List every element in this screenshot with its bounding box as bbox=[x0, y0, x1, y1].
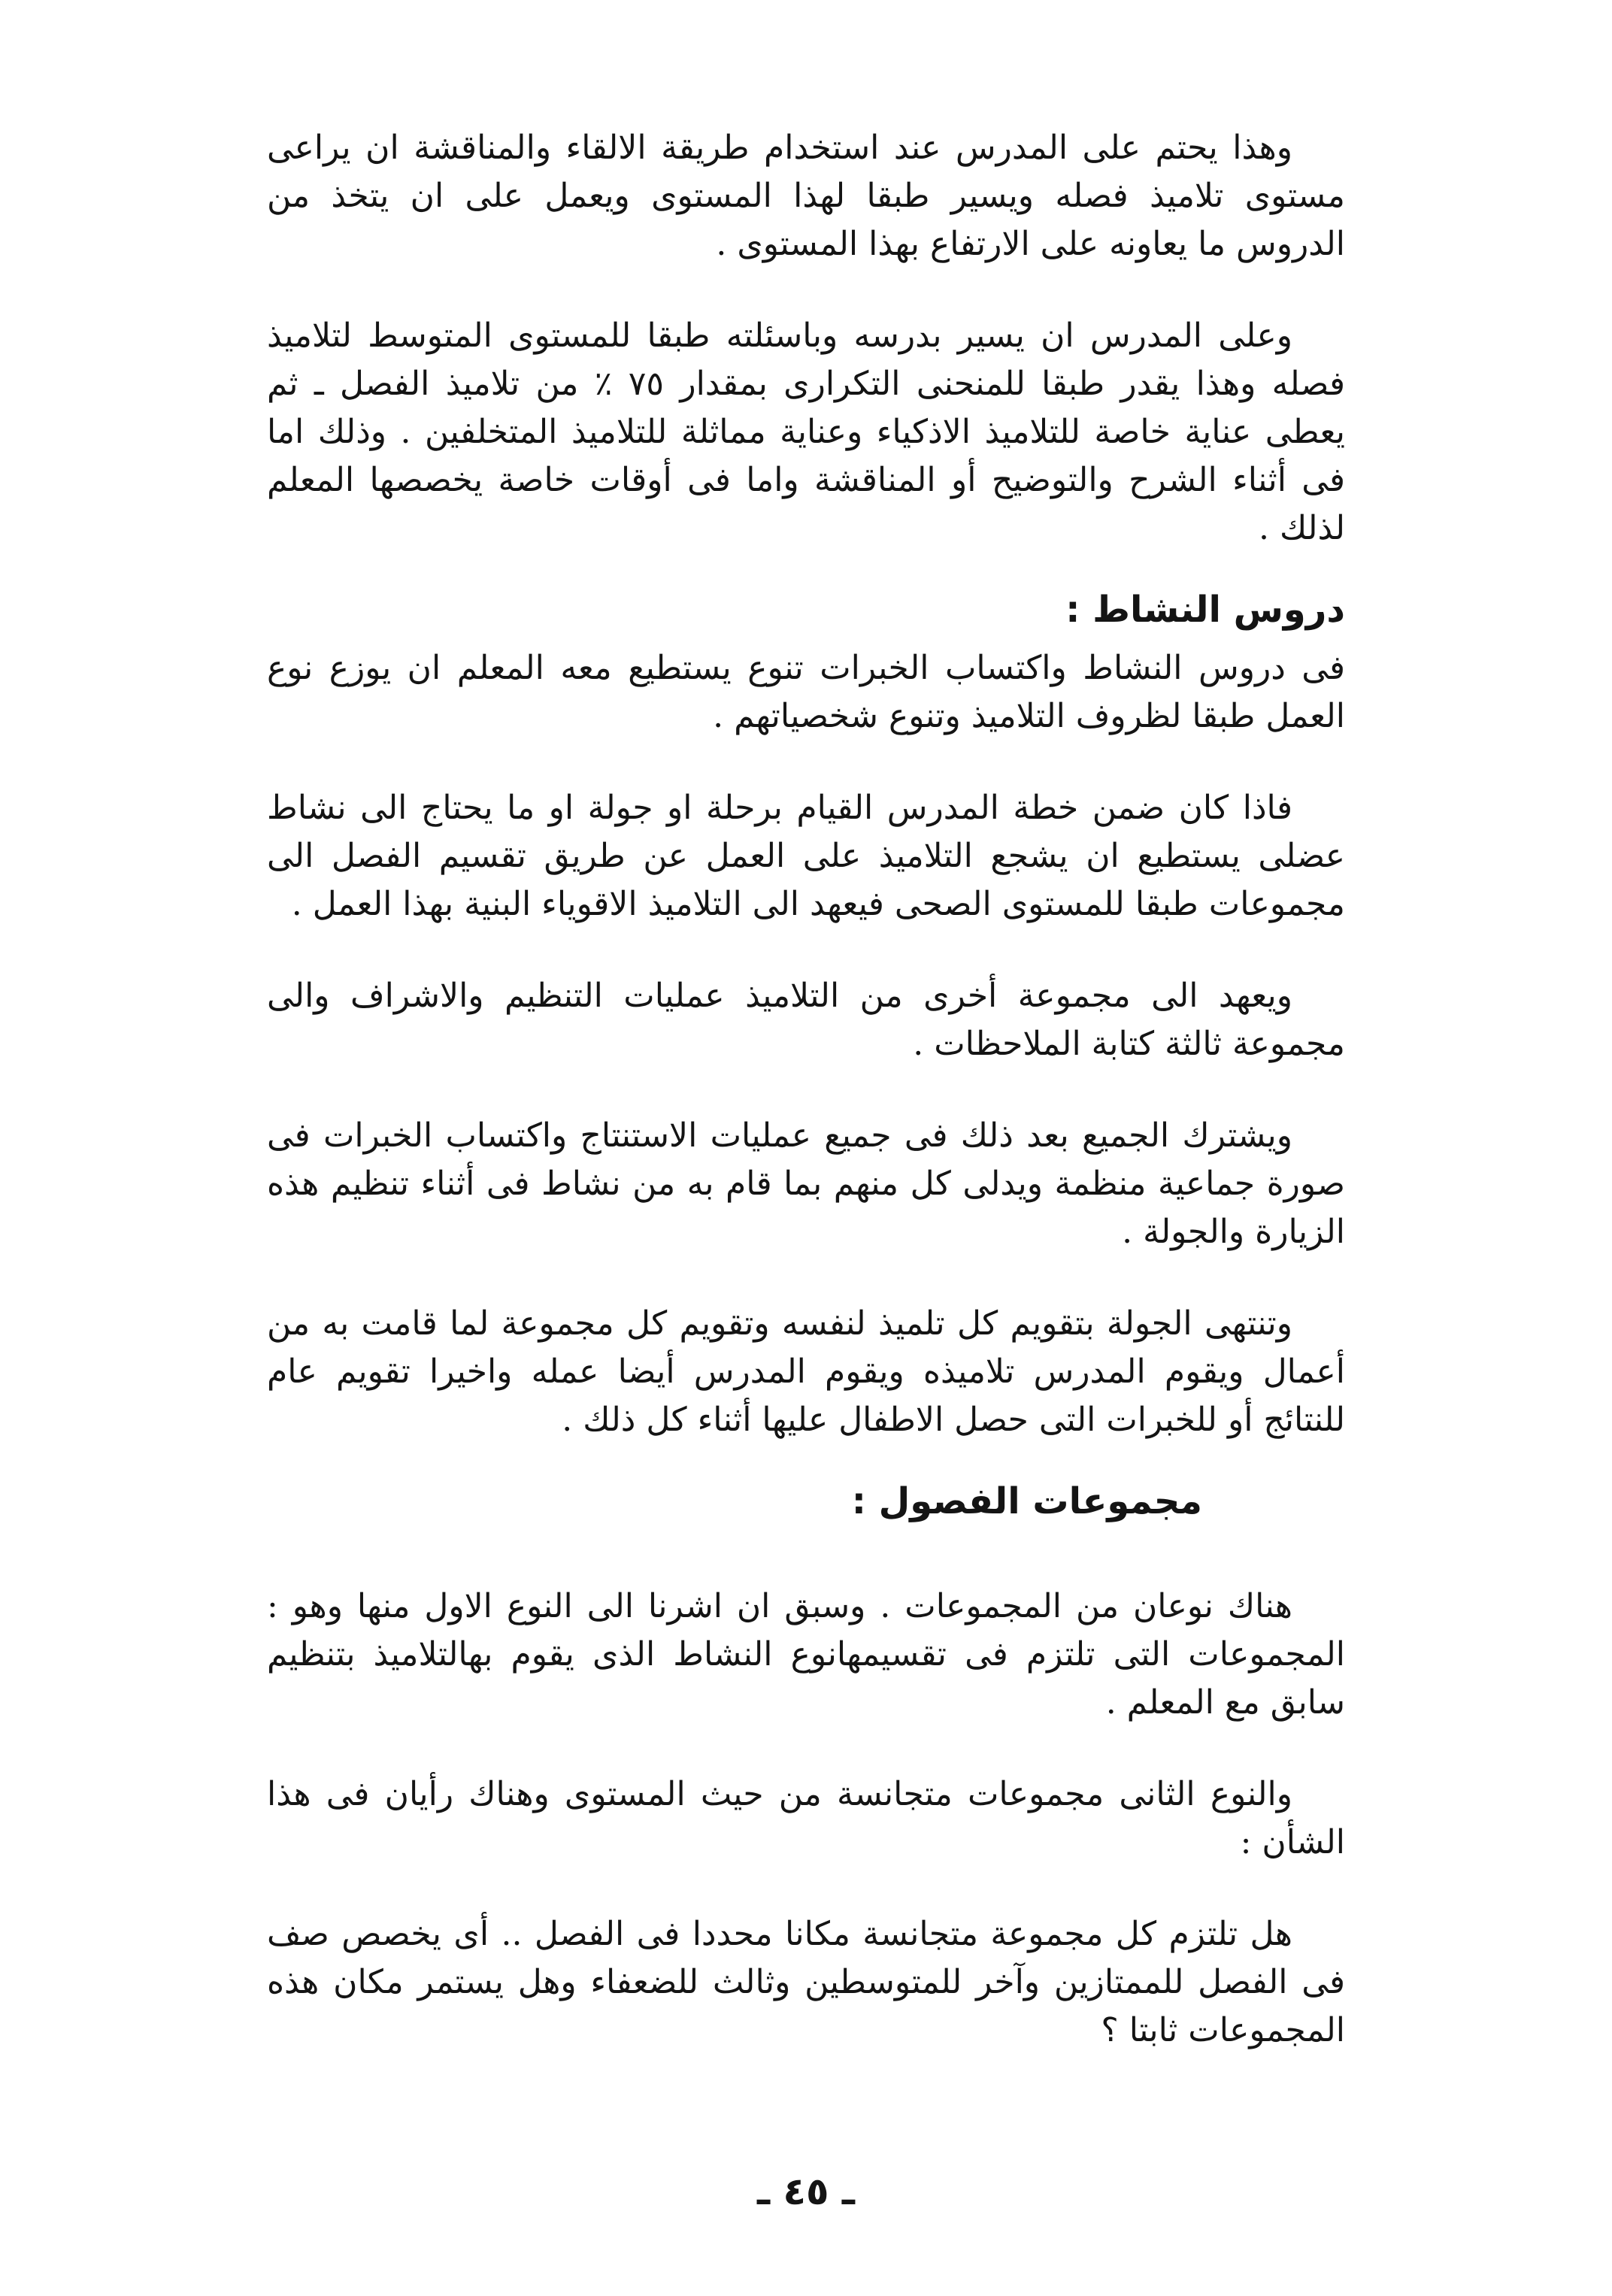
paragraph-8: هناك نوعان من المجموعات . وسبق ان اشرنا الى النوع الاول منها وهو : المجموعات التى تلتزم فى تقسيمهانوع النشاط الذى يقوم بهالتلاميذ بتنظيم سابق مع المعلم . bbox=[267, 1587, 1345, 1722]
paragraph-3: فى دروس النشاط واكتساب الخبرات تنوع يستطيع معه المعلم ان يوزع نوع العمل طبقا لظروف التلاميذ وتنوع شخصياتهم . bbox=[267, 649, 1345, 735]
heading-activity-lessons: دروس النشاط : bbox=[1065, 589, 1345, 631]
paragraph-5: ويعهد الى مجموعة أخرى من التلاميذ عمليات التنظيم والاشراف والى مجموعة ثالثة كتابة الملاحظات . bbox=[267, 977, 1345, 1063]
paragraph-6: ويشترك الجميع بعد ذلك فى جميع عمليات الاستنتاج واكتساب الخبرات فى صورة جماعية منظمة ويدلى كل منهم بما قام به من نشاط فى أثناء تنظيم هذه الزيارة والجولة . bbox=[267, 1116, 1345, 1251]
heading-class-groups: مجموعات الفصول : bbox=[851, 1480, 1202, 1522]
paragraph-1: وهذا يحتم على المدرس عند استخدام طريقة الالقاء والمناقشة ان يراعى مستوى تلاميذ فصله ويسير طبقا لهذا المستوى ويعمل على ان يتخذ من الدروس ما يعاونه على الارتفاع بهذا المستوى . bbox=[267, 129, 1345, 263]
paragraph-9: والنوع الثانى مجموعات متجانسة من حيث المستوى وهناك رأيان فى هذا الشأن : bbox=[267, 1775, 1345, 1861]
paragraph-2: وعلى المدرس ان يسير بدرسه وباسئلته طبقا للمستوى المتوسط لتلاميذ فصله وهذا يقدر طبقا للمنحنى التكرارى بمقدار ٧٥ ٪ من تلاميذ الفصل ـ ثم يعطى عناية خاصة للتلاميذ الاذكياء وعناية مماثلة للتلاميذ المتخلفين . وذلك اما فى أثناء الشرح والتوضيح أو المناقشة واما فى أوقات خاصة يخصصها المعلم لذلك . bbox=[267, 317, 1346, 547]
page-number: ـ ٤٥ ـ bbox=[756, 2170, 856, 2213]
paragraph-4: فاذا كان ضمن خطة المدرس القيام برحلة او جولة او ما يحتاج الى نشاط عضلى يستطيع ان يشجع التلاميذ على العمل عن طريق تقسيم الفصل الى مجموعات طبقا للمستوى الصحى فيعهد الى التلاميذ الاقوياء البنية بهذا العمل . bbox=[267, 789, 1346, 923]
paragraph-7: وتنتهى الجولة بتقويم كل تلميذ لنفسه وتقويم كل مجموعة لما قامت به من أعمال ويقوم المدرس تلاميذه ويقوم المدرس أيضا عمله واخيرا تقويم عام للنتائج أو للخبرات التى حصل الاطفال عليها أثناء كل ذلك . bbox=[267, 1304, 1345, 1439]
paragraph-10: هل تلتزم كل مجموعة متجانسة مكانا محددا فى الفصل .. أى يخصص صف فى الفصل للممتازين وآخر للمتوسطين وثالث للضعفاء وهل يستمر مكان هذه المجموعات ثابتا ؟ bbox=[267, 1915, 1345, 2049]
